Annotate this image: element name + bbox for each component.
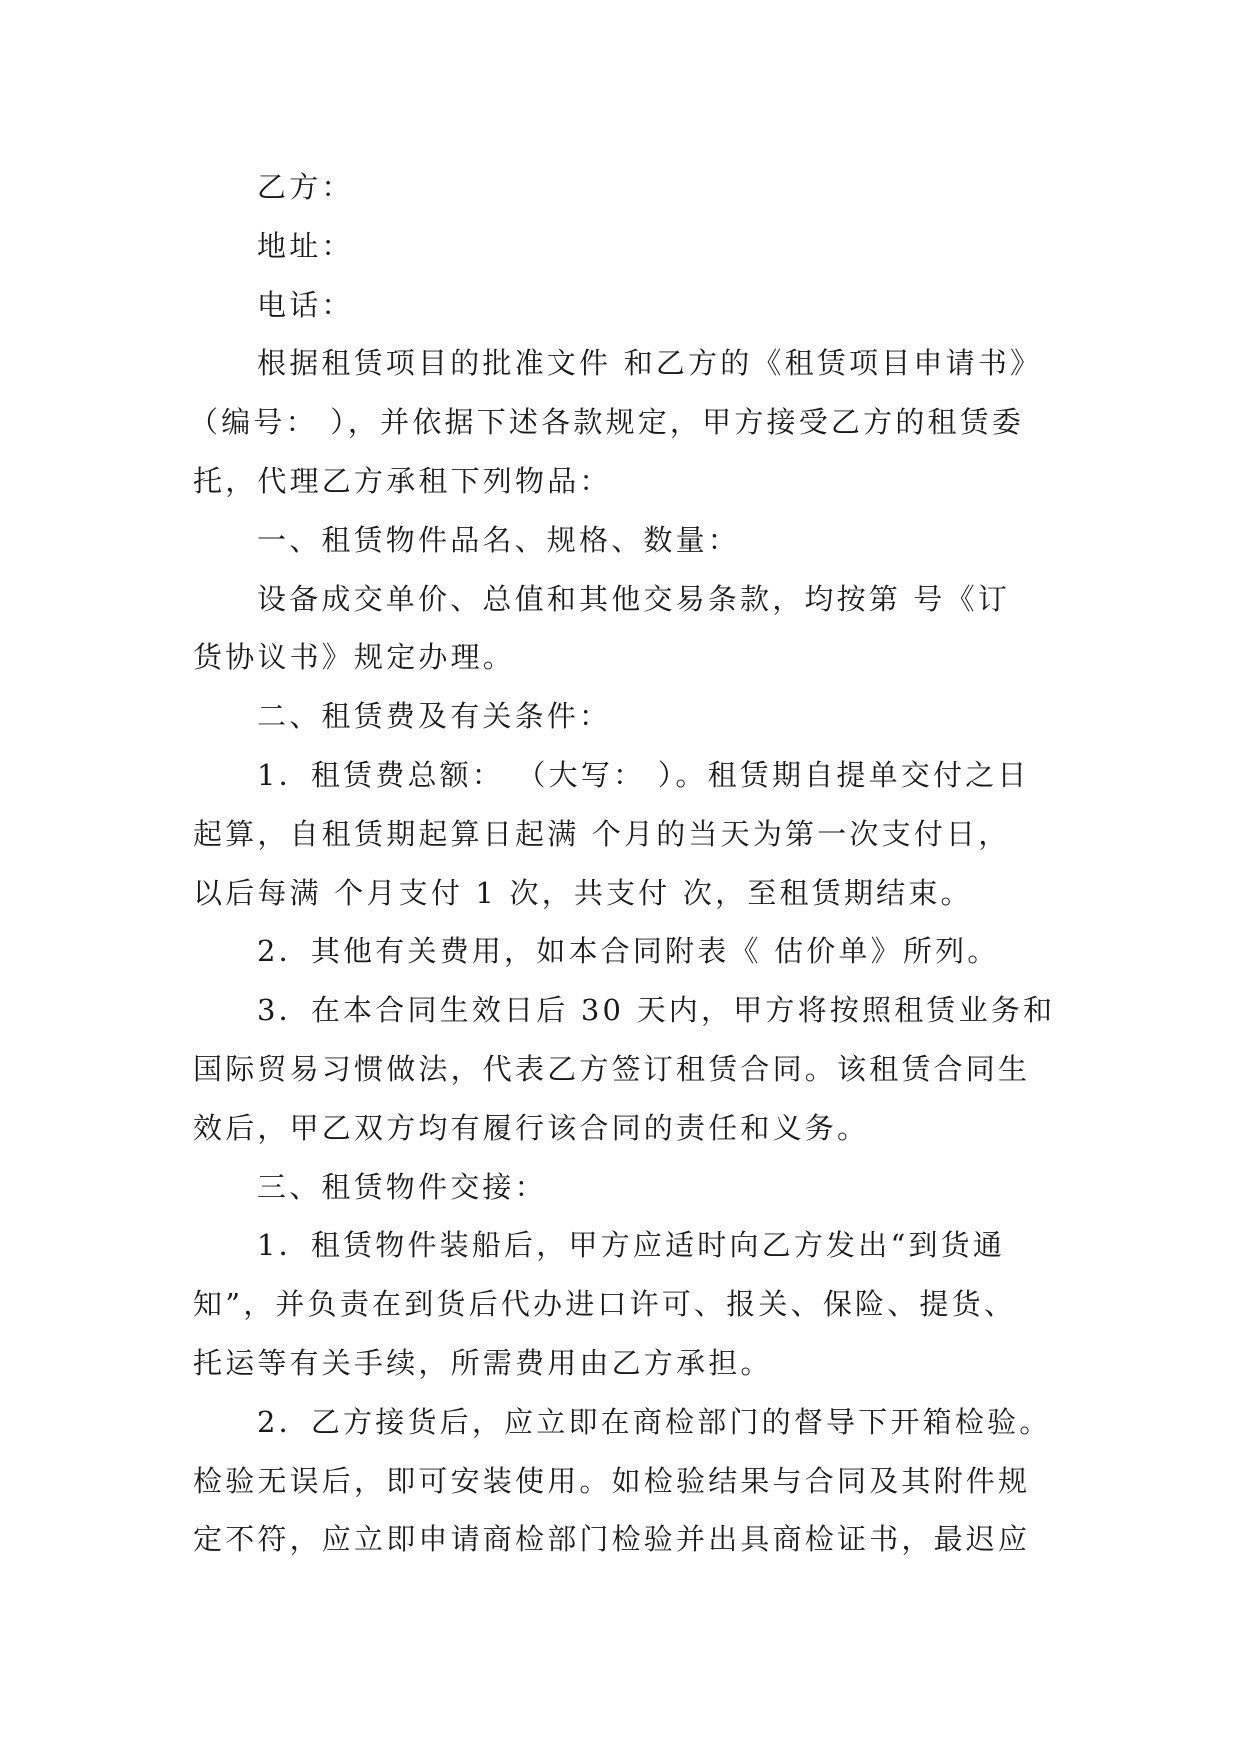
document-body (189, 158, 1088, 1569)
paragraph-line: 2．其他有关费用，如本合同附表《 估价单》所列。 (257, 934, 1000, 969)
paragraph-line: 2．乙方接货后，应立即在商检部门的督导下开箱检验。 (257, 1404, 1052, 1439)
phone-label: 电话： (257, 287, 354, 322)
section-heading: 三、租赁物件交接： (257, 1169, 547, 1204)
paragraph-line: 根据租赁项目的批准文件 和乙方的《租赁项目申请书》 (257, 346, 1043, 381)
address-label: 地址： (257, 228, 354, 263)
paragraph-line: 货协议书》规定办理。 (193, 640, 516, 675)
paragraph-line: 1．租赁费总额： （大写： ）。租赁期自提单交付之日 (257, 757, 1030, 792)
paragraph-line: 1．租赁物件装船后，甲方应适时向乙方发出“到货通 (257, 1228, 1006, 1263)
section-heading: 一、租赁物件品名、规格、数量： (257, 522, 741, 557)
party-b-label: 乙方： (257, 170, 354, 204)
paragraph-line: 国际贸易习惯做法，代表乙方签订租赁合同。该租赁合同生 (193, 1051, 1031, 1086)
paragraph-line: （编号： ），并依据下述各款规定，甲方接受乙方的租赁委 (189, 405, 1025, 440)
paragraph-line: 效后，甲乙双方均有履行该合同的责任和义务。 (193, 1110, 870, 1145)
paragraph-line: 设备成交单价、总值和其他交易条款，均按第 号《订 (257, 581, 1011, 616)
paragraph-line: 托，代理乙方承租下列物品： (193, 463, 612, 498)
paragraph-line: 托运等有关手续，所需费用由乙方承担。 (193, 1345, 773, 1380)
paragraph-line: 起算，自租赁期起算日起满 个月的当天为第一次支付日， (193, 816, 1011, 851)
paragraph-line: 定不符，应立即申请商检部门检验并出具商检证书，最迟应 (193, 1522, 1031, 1557)
section-heading: 二、租赁费及有关条件： (257, 699, 612, 734)
paragraph-line: 检验无误后，即可安装使用。如检验结果与合同及其附件规 (193, 1463, 1031, 1498)
paragraph-line: 3．在本合同生效日后 30 天内，甲方将按照租赁业务和 (257, 993, 1056, 1028)
paragraph-line: 以后每满 个月支付 1 次，共支付 次，至租赁期结束。 (193, 875, 973, 910)
paragraph-line: 知”，并负责在到货后代办进口许可、报关、保险、提货、 (193, 1287, 1017, 1322)
